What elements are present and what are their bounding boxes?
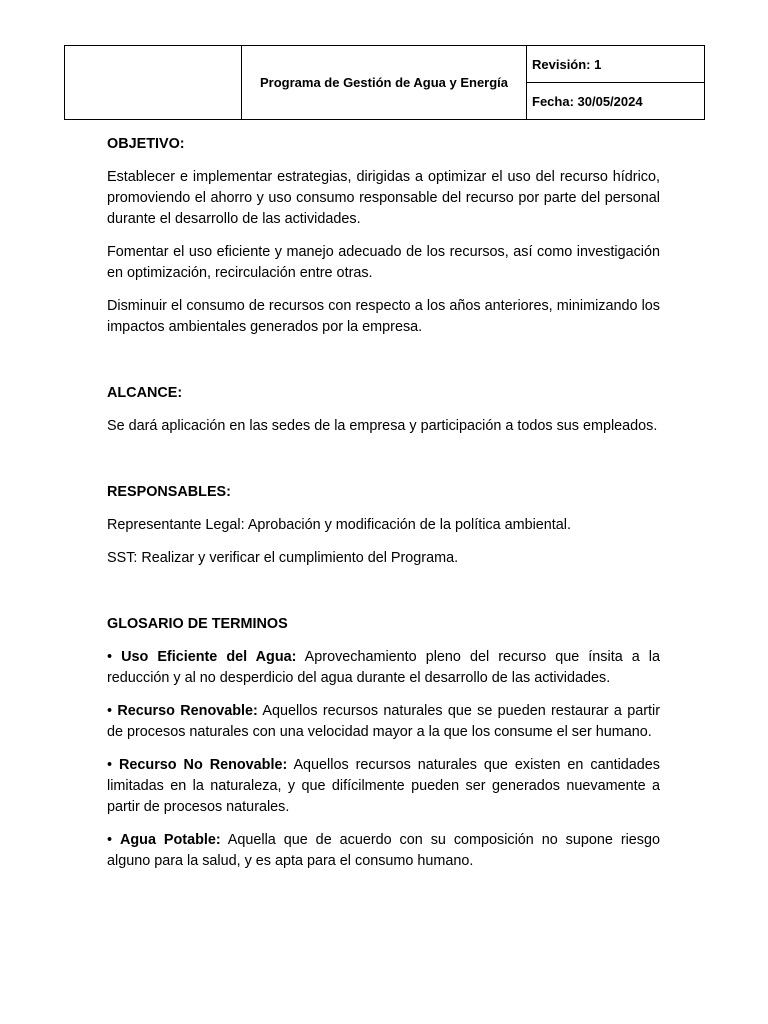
responsables-paragraph-1: Representante Legal: Aprobación y modificación de la política ambiental. <box>107 517 571 533</box>
glossary-term: Agua Potable: <box>119 832 221 848</box>
glossary-item <box>107 647 660 689</box>
alcance-paragraph-1: Se dará aplicación en las sedes de la empresa y participación a todos sus empleados. <box>107 418 658 434</box>
document-header-table <box>64 45 705 120</box>
bullet: • <box>107 757 113 773</box>
objetivo-paragraph-3: Disminuir el consumo de recursos con respecto a los años anteriores, minimizando los impactos ambientales generados por la empresa. <box>107 298 660 335</box>
bullet: • <box>107 649 113 665</box>
glossary-term: Uso Eficiente del Agua: <box>121 649 297 665</box>
date-label: Fecha: 30/05/2024 <box>532 93 643 109</box>
glossary-definition: Aquellos recursos naturales que existen en cantidades limitadas en la naturaleza, y que difícilmente pueden ser generados nuevamente a partir de procesos naturales. <box>107 757 661 815</box>
responsables-paragraph-2: SST: Realizar y verificar el cumplimiento del Programa. <box>107 550 459 566</box>
objetivo-paragraph-2: Fomentar el uso eficiente y manejo adecuado de los recursos, así como investigación en optimización, recirculación entre otras. <box>107 244 660 281</box>
glossary-item <box>107 830 660 872</box>
glossary-definition: Aprovechamiento pleno del recurso que ínsita a la reducción y al no desperdicio del agua durante el desarrollo de las actividades. <box>107 649 660 686</box>
bullet: • <box>107 703 113 719</box>
section-spacer <box>107 449 660 482</box>
document-meta <box>527 46 704 119</box>
glossary-item <box>107 701 660 743</box>
document-body <box>107 134 660 884</box>
glossary-term: Recurso No Renovable: <box>119 757 288 773</box>
objetivo-paragraph-1: Establecer e implementar estrategias, dirigidas a optimizar el uso del recurso hídrico, promoviendo el ahorro y uso consumo responsable del recurso por parte del personal durante el desarrollo de las actividades. <box>107 169 660 227</box>
glossary-item <box>107 755 660 818</box>
section-heading-objetivo: OBJETIVO: <box>107 136 185 152</box>
logo-cell <box>65 46 242 119</box>
bullet: • <box>107 832 113 848</box>
section-heading-alcance: ALCANCE: <box>107 385 183 401</box>
glossary-term: Recurso Renovable: <box>117 703 258 719</box>
section-heading-responsables: RESPONSABLES: <box>107 484 231 500</box>
glossary-definition: Aquella que de acuerdo con su composición no supone riesgo alguno para la salud, y es apta para el consumo humano. <box>107 832 661 869</box>
glossary-definition: Aquellos recursos naturales que se pueden restaurar a partir de procesos naturales con una velocidad mayor a la que los consume el ser humano. <box>107 703 661 740</box>
section-spacer <box>107 350 660 383</box>
section-heading-glosario: GLOSARIO DE TERMINOS <box>107 616 288 632</box>
section-spacer <box>107 581 660 614</box>
document-title: Programa de Gestión de Agua y Energía <box>242 46 527 119</box>
revision-label: Revisión: 1 <box>527 46 704 83</box>
